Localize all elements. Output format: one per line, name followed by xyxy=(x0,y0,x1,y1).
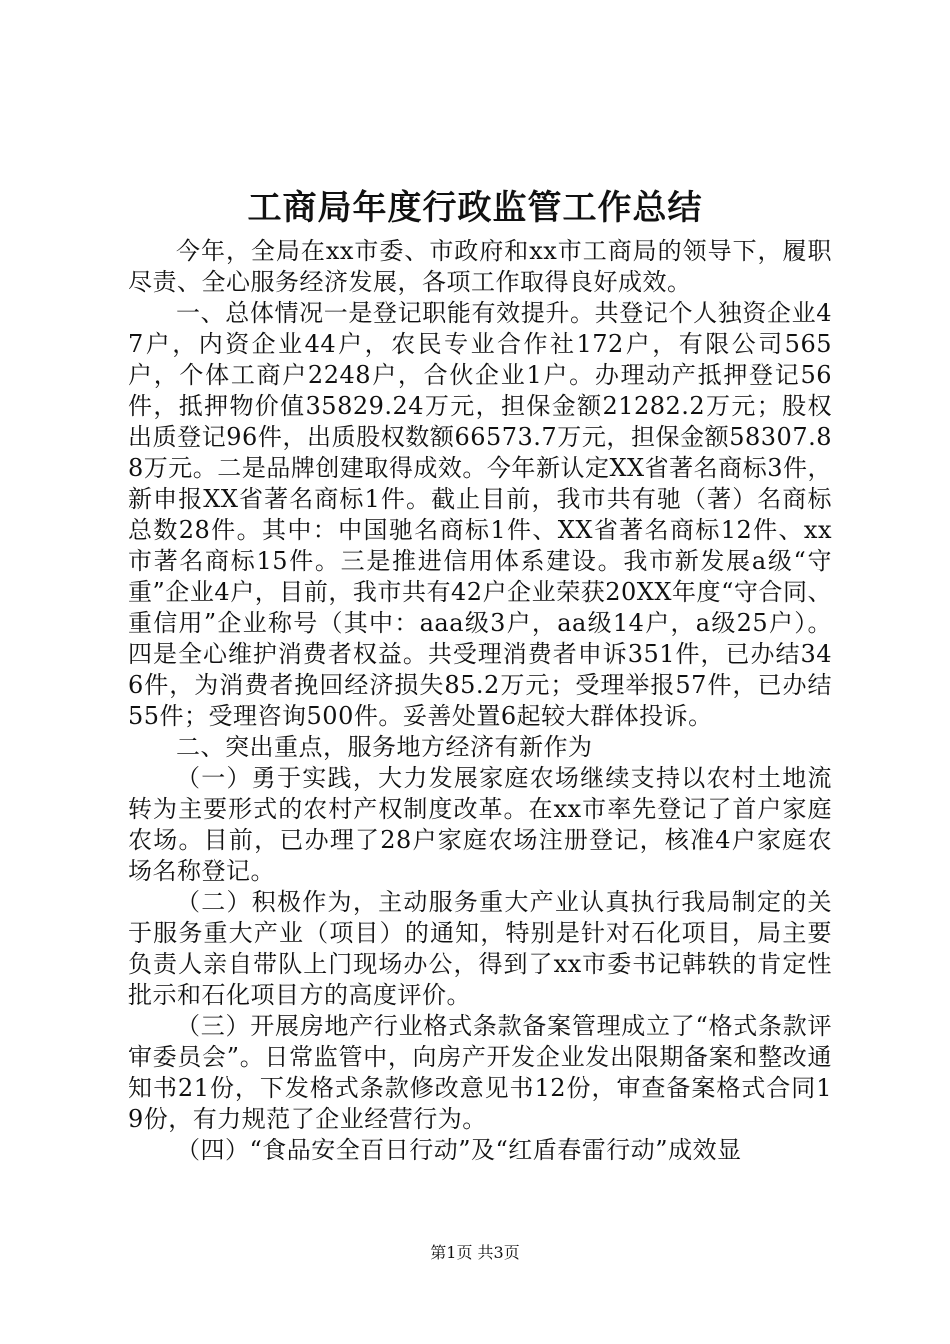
paragraph-section-two-heading: 二、突出重点，服务地方经济有新作为 xyxy=(176,733,593,761)
paragraph-intro: 今年，全局在xx市委、市政府和xx市工商局的领导下，履职尽责、全心服务经济发展，各项工作取得良好成效。 xyxy=(128,237,832,296)
document-title: 工商局年度行政监管工作总结 xyxy=(247,188,703,228)
page-footer: 第1页 共3页 xyxy=(430,1243,520,1262)
paragraph-item-one: （一）勇于实践，大力发展家庭农场继续支持以农村土地流转为主要形式的农村产权制度改革。在xx市率先登记了首户家庭农场。目前，已办理了28户家庭农场注册登记，核准4户家庭农场名称登记。 xyxy=(128,764,832,885)
paragraph-item-two: （二）积极作为，主动服务重大产业认真执行我局制定的关于服务重大产业（项目）的通知，特别是针对石化项目，局主要负责人亲自带队上门现场办公，得到了xx市委书记韩轶的肯定性批示和石化项目方的高度评价。 xyxy=(128,888,832,1009)
document-body xyxy=(128,236,832,1166)
paragraph-overview: 一、总体情况一是登记职能有效提升。共登记个人独资企业47户，内资企业44户，农民专业合作社172户，有限公司565户，个体工商户2248户，合伙企业1户。办理动产抵押登记56件，抵押物价值35829.24万元，担保金额21282.2万元；股权出质登记96件，出质股权数额66573.7万元，担保金额58307.88万元。二是品牌创建取得成效。今年新认定XX省著名商标3件，新申报XX省著名商标1件。截止目前，我市共有驰（著）名商标总数28件。其中：中国驰名商标1件、XX省著名商标12件、xx市著名商标15件。三是推进信用体系建设。我市新发展a级“守重”企业4户，目前，我市共有42户企业荣获20XX年度“守合同、重信用”企业称号（其中：aaa级3户，aa级14户，a级25户）。四是全心维护消费者权益。共受理消费者申诉351件，已办结346件，为消费者挽回经济损失85.2万元；受理举报57件，已办结55件；受理咨询500件。妥善处置6起较大群体投诉。 xyxy=(128,299,832,730)
paragraph-item-three: （三）开展房地产行业格式条款备案管理成立了“格式条款评审委员会”。日常监管中，向房产开发企业发出限期备案和整改通知书21份，下发格式条款修改意见书12份，审查备案格式合同19份，有力规范了企业经营行为。 xyxy=(128,1012,832,1133)
paragraph-item-four: （四）“食品安全百日行动”及“红盾春雷行动”成效显 xyxy=(176,1136,742,1164)
